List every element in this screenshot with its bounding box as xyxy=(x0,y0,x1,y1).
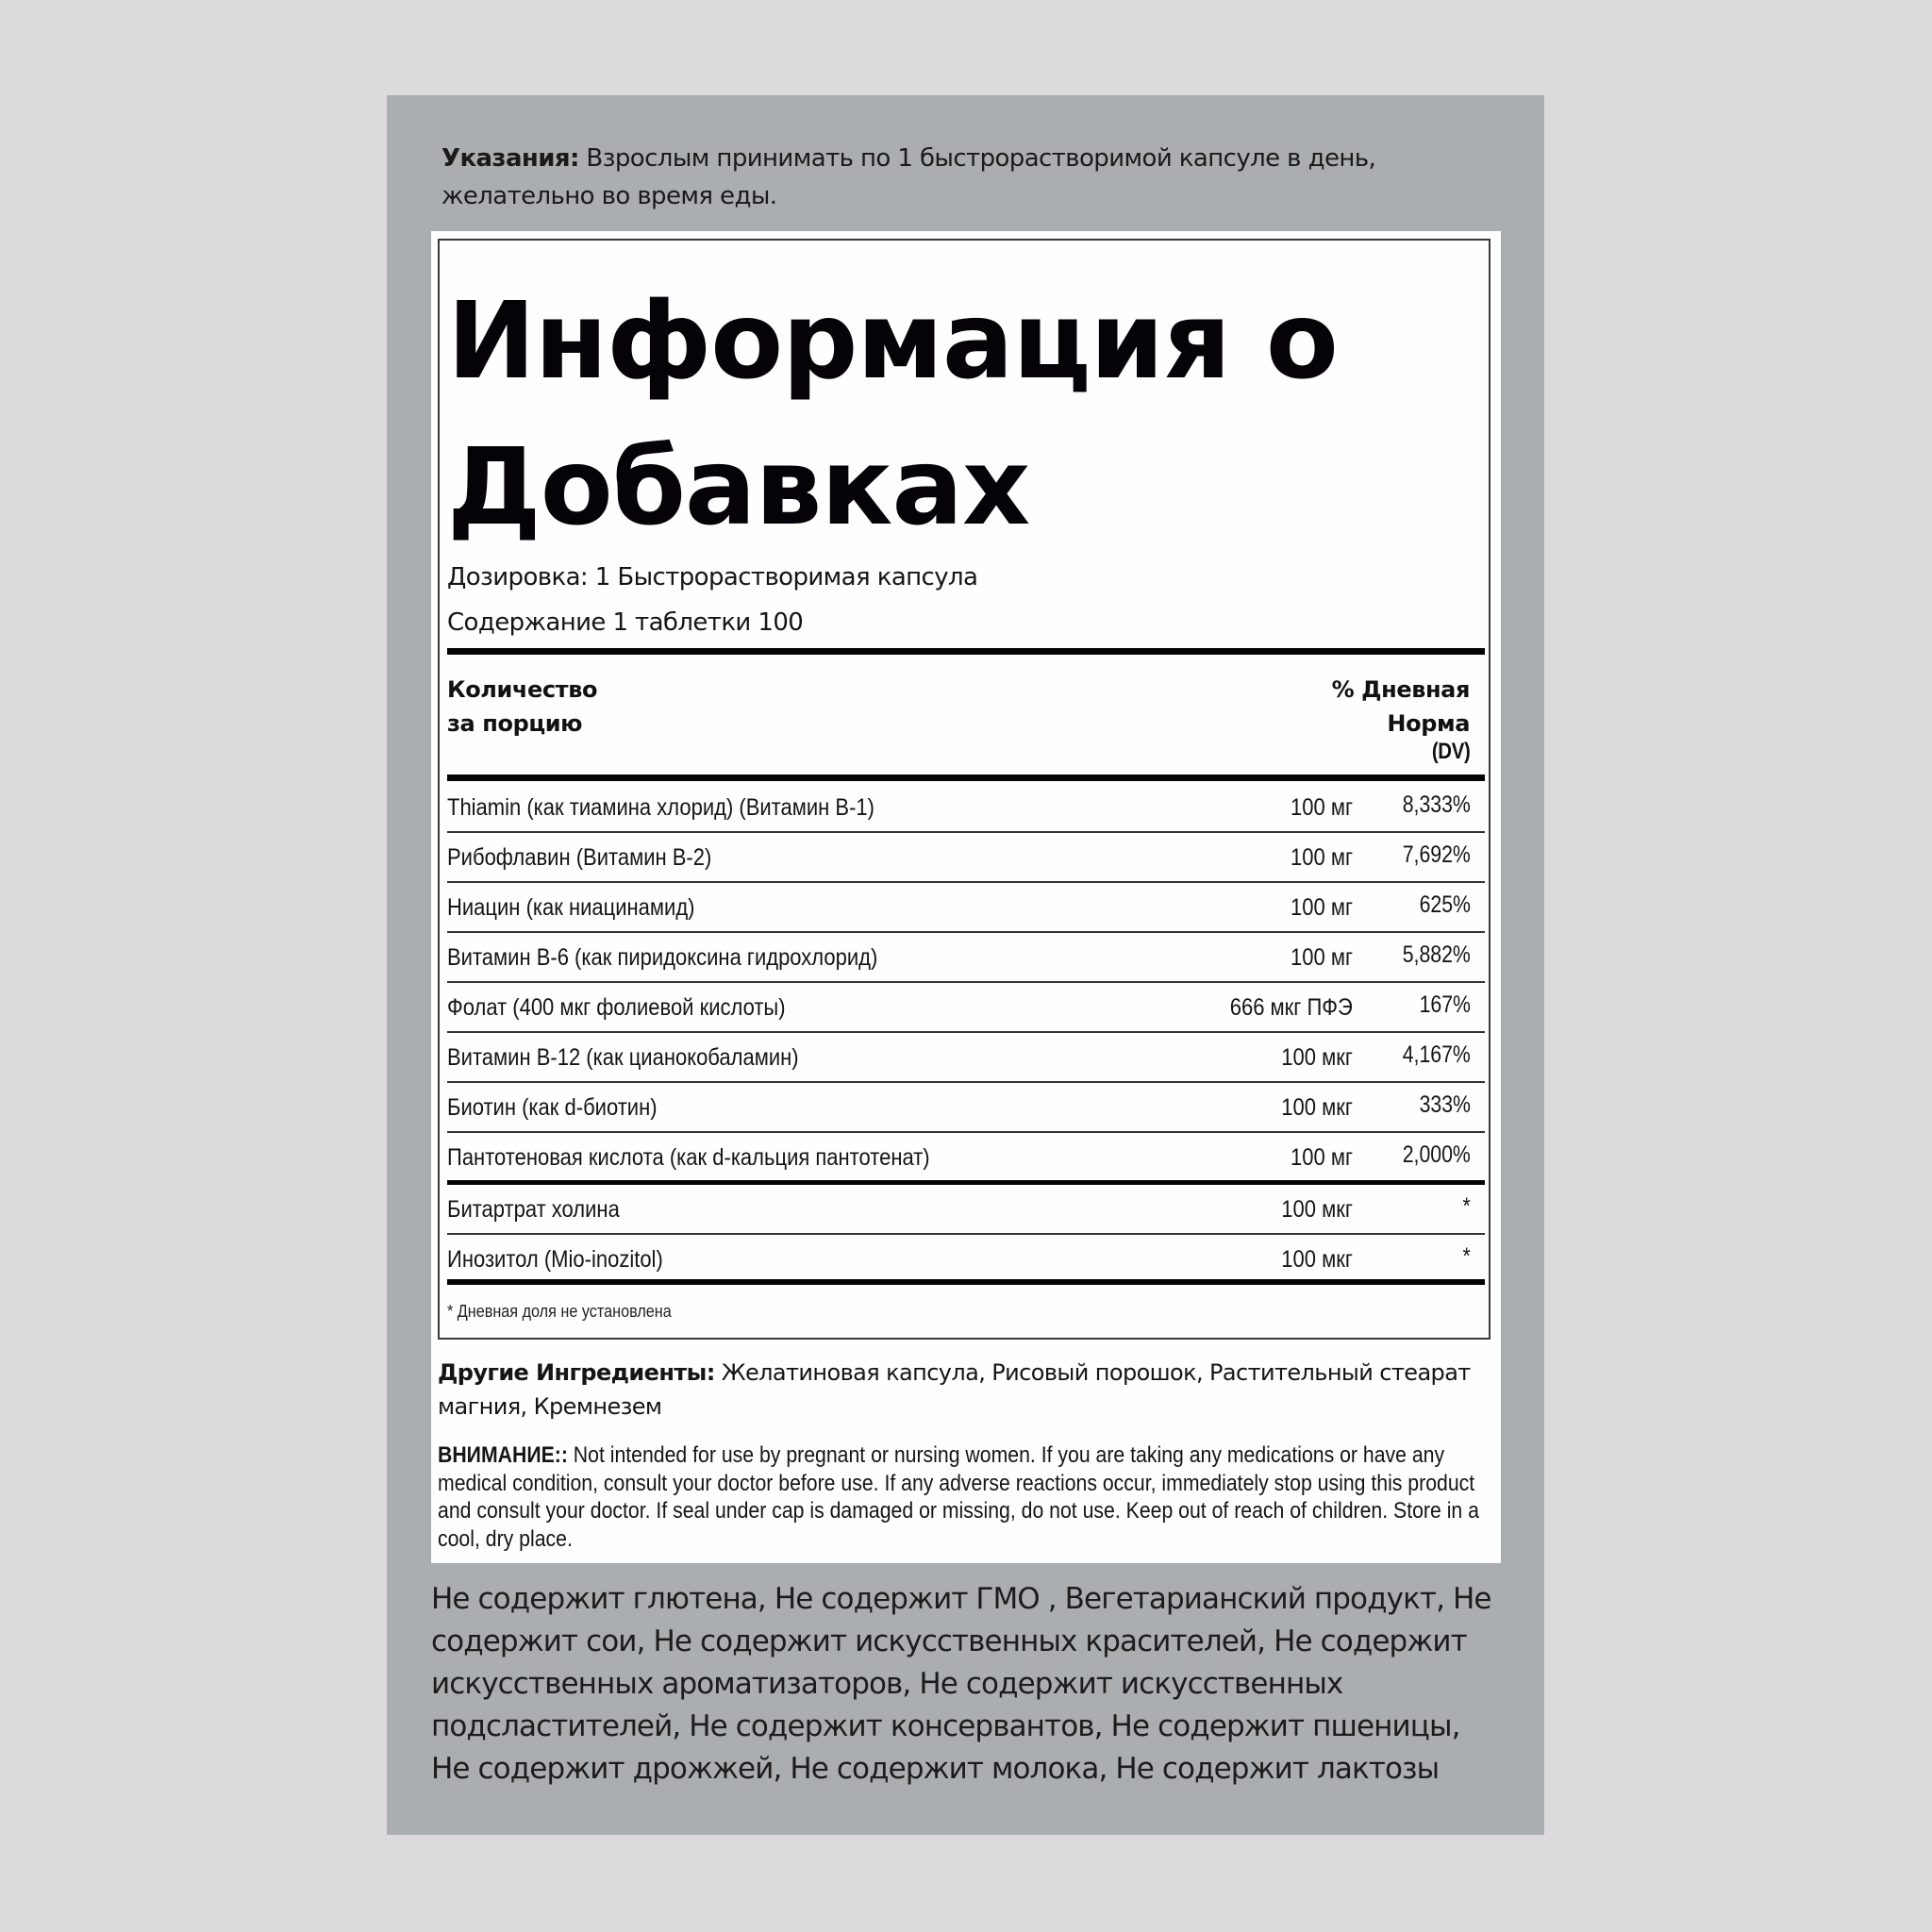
table-row xyxy=(447,1133,1485,1185)
nutrient-amount: 100 мг xyxy=(1291,1144,1353,1171)
serving-size: Дозировка: 1 Быстрорастворимая капсула xyxy=(447,563,978,591)
table-row xyxy=(447,983,1485,1033)
nutrient-dv: * xyxy=(1462,1243,1471,1270)
dv-header-line1: % Дневная xyxy=(1331,676,1470,703)
amount-header-line1: Количество xyxy=(447,676,598,703)
table-row xyxy=(447,1185,1485,1235)
directions-body: Взрослым принимать по 1 быстрорастворимой капсуле в день, желательно во время еды. xyxy=(441,144,1376,210)
nutrient-dv: 167% xyxy=(1419,991,1471,1018)
table-row xyxy=(447,883,1485,933)
table-row xyxy=(447,783,1485,833)
other-ingredients-text: Желатиновая капсула, Рисовый порошок, Растительный стеарат магния, Кремнезем xyxy=(438,1359,1471,1420)
nutrient-name: Ниацин (как ниацинамид) xyxy=(447,894,695,921)
nutrient-dv: 625% xyxy=(1419,891,1471,918)
nutrient-name: Биотин (как d-биотин) xyxy=(447,1094,658,1121)
nutrient-amount: 100 мг xyxy=(1291,894,1353,921)
nutrient-name: Пантотеновая кислота (как d-кальция пантотенат) xyxy=(447,1144,930,1171)
other-ingredients xyxy=(438,1356,1494,1424)
nutrient-amount: 100 мкг xyxy=(1281,1094,1353,1121)
nutrient-dv: 7,692% xyxy=(1402,841,1471,868)
nutrient-amount: 100 мг xyxy=(1291,794,1353,821)
directions-label: Указания: xyxy=(441,144,579,173)
table-row xyxy=(447,1033,1485,1083)
daily-value-header xyxy=(1332,673,1470,763)
amount-per-serving-header xyxy=(447,673,597,741)
nutrient-dv: 2,000% xyxy=(1402,1141,1471,1168)
nutrient-dv: 8,333% xyxy=(1402,791,1471,818)
nutrient-amount: 666 мкг ПФЭ xyxy=(1229,994,1353,1021)
nutrient-name: Thiamin (как тиамина хлорид) (Витамин B-1) xyxy=(447,794,874,821)
free-from-claims: Не содержит глютена, Не содержит ГМО , Вегетарианский продукт, Не содержит сои, Не содержит искусственных красителей, Не содержит искусственных ароматизаторов, Не содержит искусственных подсластителей, Не содержит консервантов, Не содержит пшеницы, Не содержит дрожжей, Не содержит молока, Не содержит лактозы xyxy=(431,1582,1491,1786)
table-row xyxy=(447,1083,1485,1133)
nutrient-amount: 100 мкг xyxy=(1281,1196,1353,1223)
dv-header-line3: (DV) xyxy=(1431,739,1470,764)
nutrient-dv: 5,882% xyxy=(1402,941,1471,968)
directions-text xyxy=(441,140,1507,215)
facts-title-line1: Информация о xyxy=(447,280,1338,403)
nutrient-name: Инозитол (Mio-inozitol) xyxy=(447,1246,663,1273)
dv-header-line2: Норма xyxy=(1387,710,1470,737)
nutrient-amount: 100 мг xyxy=(1291,944,1353,971)
nutrient-name: Фолат (400 мкг фолиевой кислоты) xyxy=(447,994,786,1021)
warning-label: ВНИМАНИЕ:: xyxy=(438,1442,568,1468)
nutrient-name: Битартрат холина xyxy=(447,1196,620,1223)
supplement-facts-box xyxy=(438,239,1491,1340)
nutrient-table xyxy=(447,783,1485,1283)
thick-divider xyxy=(447,648,1485,655)
warning-text xyxy=(438,1441,1490,1553)
table-row xyxy=(447,933,1485,983)
amount-header-line2: за порцию xyxy=(447,710,583,737)
nutrient-name: Рибофлавин (Витамин B-2) xyxy=(447,844,712,871)
servings-per-container: Содержание 1 таблетки 100 xyxy=(447,608,804,637)
facts-title-line2: Добавках xyxy=(447,426,1030,549)
table-row xyxy=(447,1235,1485,1283)
nutrient-dv: 333% xyxy=(1419,1091,1471,1118)
nutrient-name: Витамин B-12 (как цианокобаламин) xyxy=(447,1044,799,1071)
facts-title xyxy=(447,269,1338,561)
other-ingredients-label: Другие Ингредиенты: xyxy=(438,1359,715,1386)
warning-body: Not intended for use by pregnant or nursing women. If you are taking any medications or have any medical condition, consult your doctor before use. If any adverse reactions occur, immediately stop using this product and consult your doctor. If seal under cap is damaged or missing, do not use. Keep out of reach of children. Store in a cool, dry place. xyxy=(438,1442,1479,1552)
nutrient-dv: * xyxy=(1462,1193,1471,1220)
nutrient-dv: 4,167% xyxy=(1402,1041,1471,1068)
nutrient-amount: 100 мг xyxy=(1291,844,1353,871)
nutrient-name: Витамин B-6 (как пиридоксина гидрохлорид) xyxy=(447,944,878,971)
nutrient-amount: 100 мкг xyxy=(1281,1246,1353,1273)
thick-divider xyxy=(447,774,1485,781)
table-row xyxy=(447,833,1485,883)
dv-footnote: * Дневная доля не установлена xyxy=(447,1302,672,1321)
thick-divider xyxy=(447,1279,1485,1285)
nutrient-amount: 100 мкг xyxy=(1281,1044,1353,1071)
